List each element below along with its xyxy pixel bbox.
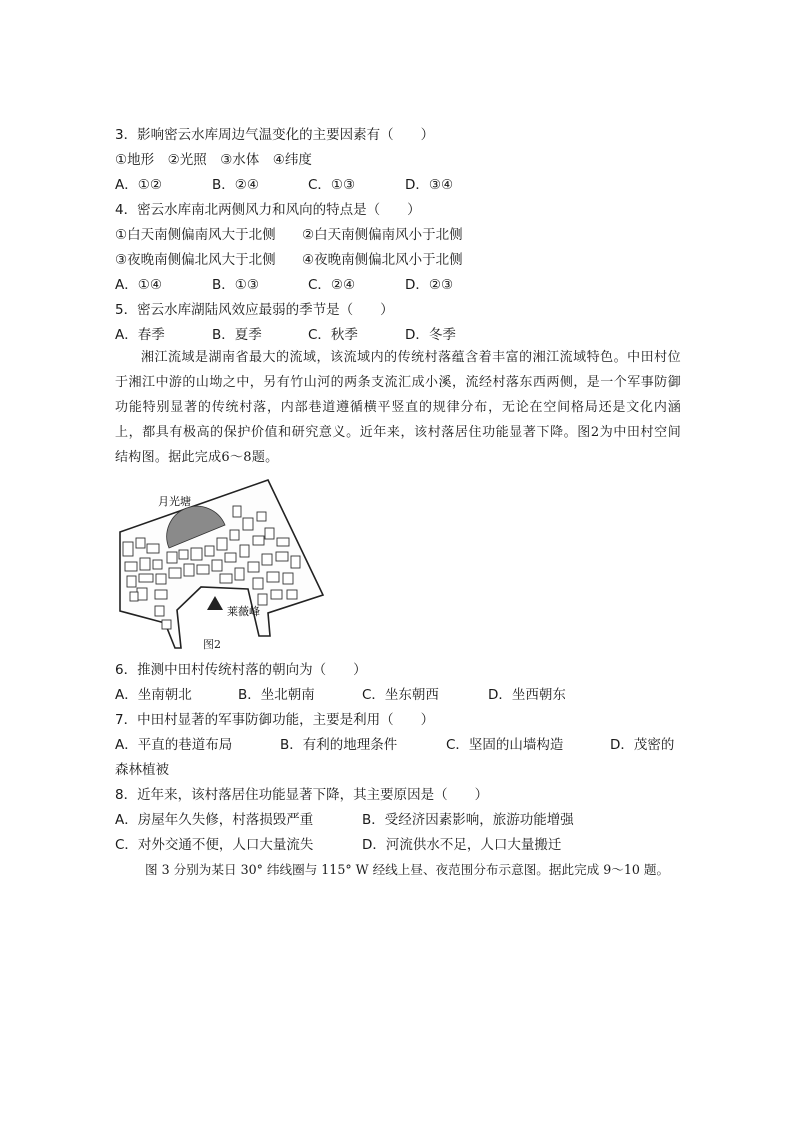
passage-xiangjiang: 湘江流域是湖南省最大的流域，该流域内的传统村落蕴含着丰富的湘江流域特色。中田村位于湘江中游的山坳之中，另有竹山河的两条支流汇成小溪，流经村落东西两侧，是一个军事防御功能特别显著的传统村落，内部巷道遵循横平竖直的规律分布，无论在空间格局还是文化内涵上，都具有极高的保护价值和研究意义。近年来，该村落居住功能显著下降。图2为中田村空间结构图。据此完成6～8题。 xyxy=(115,350,681,465)
q3-option-a: A．①② xyxy=(115,177,162,193)
q8-stem: 8．近年来，该村落居住功能显著下降，其主要原因是（ ） xyxy=(115,787,489,803)
q4-option-a: A．①④ xyxy=(115,277,162,293)
passage-figure3: 图 3 分别为某日 30° 纬线圈与 115° W 经线上昼、夜范围分布示意图。据此完成 9～10 题。 xyxy=(145,862,670,877)
q6-option-a: A．坐南朝北 xyxy=(115,687,192,703)
q7-option-d: D．茂密的 xyxy=(610,737,675,753)
q7-option-a: A．平直的巷道布局 xyxy=(115,737,233,753)
q5-option-c: C．秋季 xyxy=(308,327,358,343)
q7-stem: 7．中田村显著的军事防御功能，主要是利用（ ） xyxy=(115,712,435,728)
q5-option-b: B．夏季 xyxy=(212,327,262,343)
q6-option-c: C．坐东朝西 xyxy=(362,687,439,703)
q8-option-c: C．对外交通不便，人口大量流失 xyxy=(115,837,314,853)
q6-option-d: D．坐西朝东 xyxy=(488,687,566,703)
q7-option-b: B．有利的地理条件 xyxy=(280,737,398,753)
q7-option-d-continued: 森林植被 xyxy=(115,762,169,778)
q3-factors: ①地形 ②光照 ③水体 ④纬度 xyxy=(115,152,312,168)
q4-item-3: ③夜晚南侧偏北风大于北侧 xyxy=(115,252,276,268)
q3-option-d: D．③④ xyxy=(405,177,454,193)
q5-option-a: A．春季 xyxy=(115,327,165,343)
q7-option-c: C．坚固的山墙构造 xyxy=(446,737,564,753)
q8-option-d: D．河流供水不足，人口大量搬迁 xyxy=(362,837,562,853)
q4-option-d: D．②③ xyxy=(405,277,454,293)
q3-stem: 3．影响密云水库周边气温变化的主要因素有（ ） xyxy=(115,127,435,143)
peak-icon xyxy=(207,596,223,610)
figure-caption: 图2 xyxy=(203,638,221,651)
q8-option-a: A．房屋年久失修，村落损毁严重 xyxy=(115,812,314,828)
q4-option-c: C．②④ xyxy=(308,277,356,293)
q5-option-d: D．冬季 xyxy=(405,327,456,343)
q3-option-b: B．②④ xyxy=(212,177,259,193)
village-structure-figure xyxy=(115,478,330,653)
peak-label: 莱薇峰 xyxy=(227,605,260,618)
q4-item-1: ①白天南侧偏南风大于北侧 xyxy=(115,227,276,243)
q8-option-b: B．受经济因素影响，旅游功能增强 xyxy=(362,812,574,828)
q6-option-b: B．坐北朝南 xyxy=(238,687,315,703)
q6-stem: 6．推测中田村传统村落的朝向为（ ） xyxy=(115,662,367,678)
q4-item-4: ④夜晚南侧偏北风小于北侧 xyxy=(302,252,463,268)
q3-option-c: C．①③ xyxy=(308,177,356,193)
q4-option-b: B．①③ xyxy=(212,277,259,293)
pond-label: 月光塘 xyxy=(158,495,191,508)
q4-item-2: ②白天南侧偏南风小于北侧 xyxy=(302,227,463,243)
q4-stem: 4．密云水库南北两侧风力和风向的特点是（ ） xyxy=(115,202,421,218)
q5-stem: 5．密云水库湖陆风效应最弱的季节是（ ） xyxy=(115,302,394,318)
